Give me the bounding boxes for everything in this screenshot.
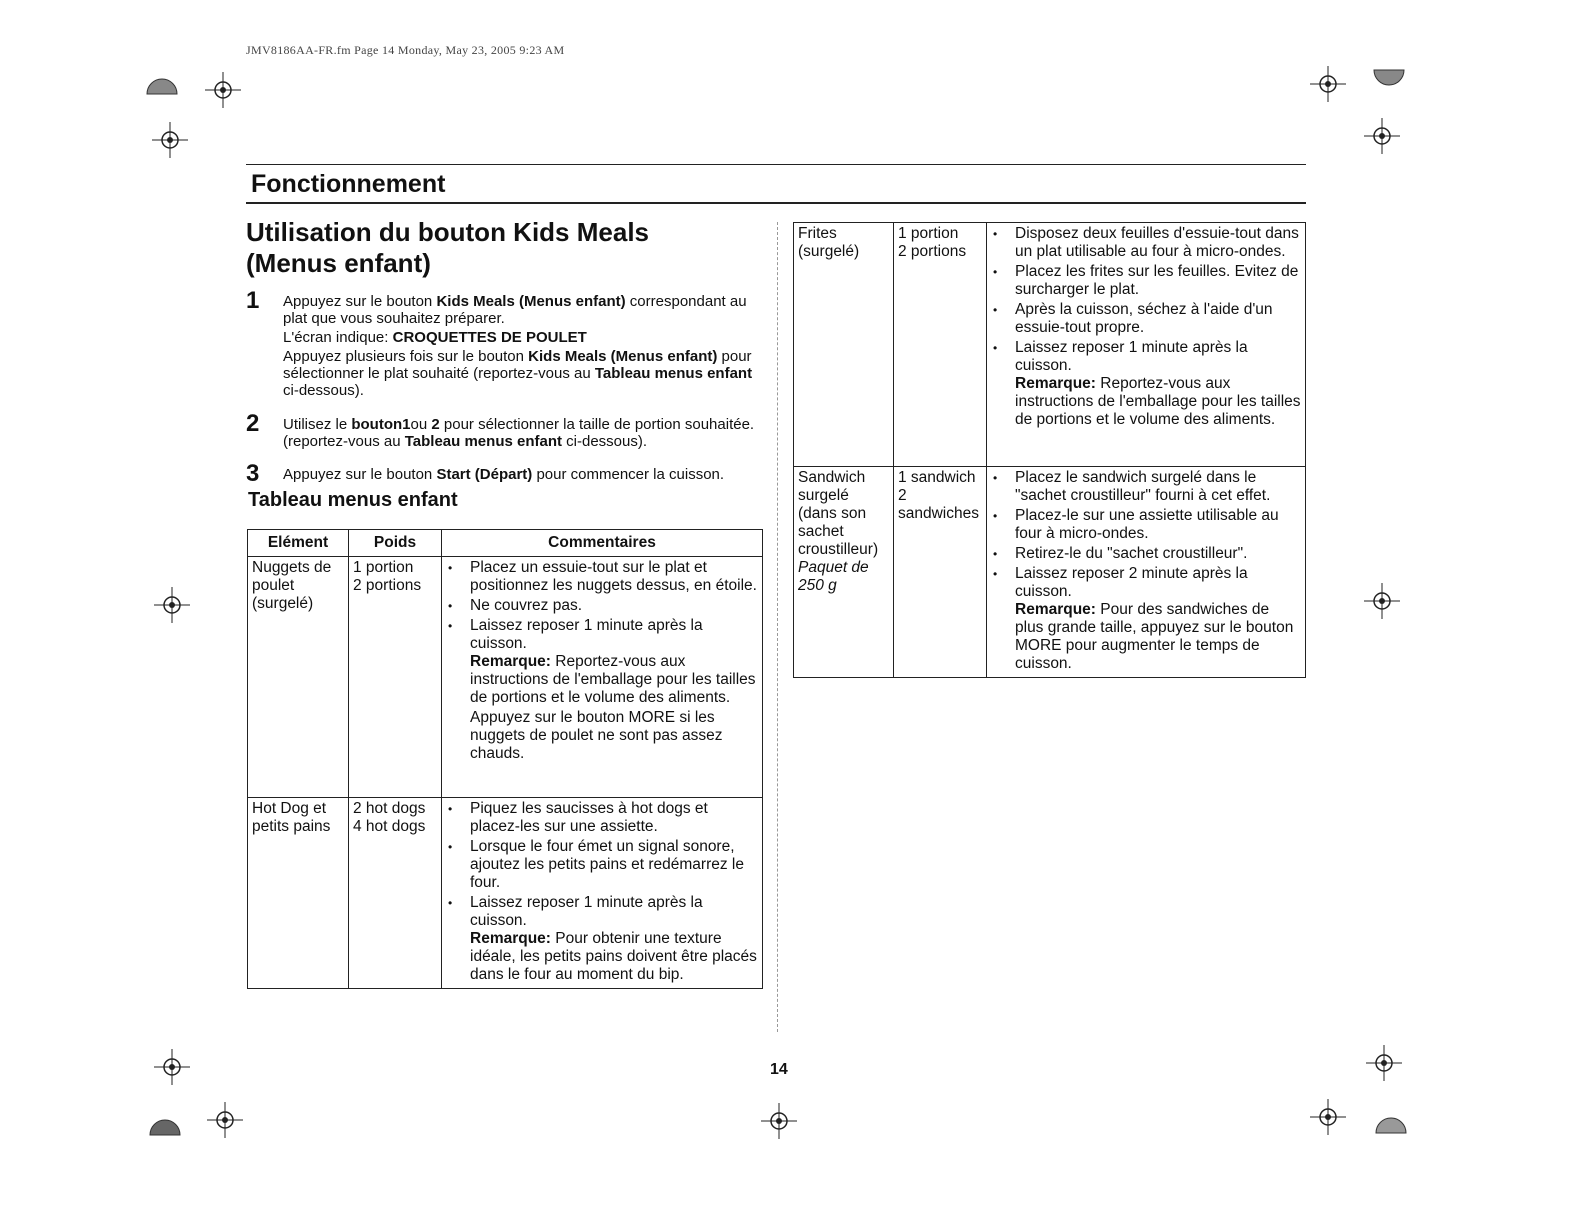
list-item: • Laissez reposer 1 minute après la cuisson. Remarque: Reportez-vous aux instructions de l'emballage pour les tailles de portions et le volume des aliments. <box>991 339 1301 429</box>
list-item: • Lorsque le four émet un signal sonore, ajoutez les petits pains et redémarrez le four. <box>446 838 758 892</box>
step-3 <box>246 460 766 487</box>
list-item: • Laissez reposer 2 minute après la cuisson. Remarque: Pour des sandwiches de plus grande taille, appuyez sur le bouton MORE pour augmenter le temps de cuisson. <box>991 565 1301 673</box>
step-text: Appuyez plusieurs fois sur le bouton Kids Meals (Menus enfant) pour sélectionner le plat souhaité (reportez-vous au Tableau menus enfant ci-dessous). <box>283 348 753 399</box>
registration-mark-icon <box>205 72 241 108</box>
weight-cell: 1 sandwich 2 sandwiches <box>894 467 987 678</box>
comments-cell <box>987 467 1306 678</box>
step-number: 1 <box>246 287 260 314</box>
weight-cell: 1 portion 2 portions <box>894 223 987 467</box>
list-item: • Retirez-le du "sachet croustilleur". <box>991 545 1301 563</box>
table-row <box>794 223 1306 467</box>
registration-mark-icon <box>1364 583 1400 619</box>
list-item: • Laissez reposer 1 minute après la cuisson. Remarque: Pour obtenir une texture idéale, les petits pains doivent être placés dans le four au moment du bip. <box>446 894 758 984</box>
registration-mark-icon <box>154 1049 190 1085</box>
section-title: Fonctionnement <box>251 170 446 198</box>
color-wheel-icon <box>148 1115 182 1137</box>
registration-mark-icon <box>761 1103 797 1139</box>
step-text: L'écran indique: CROQUETTES DE POULET <box>283 329 587 346</box>
comments-cell <box>987 223 1306 467</box>
table-row <box>248 798 763 989</box>
list-item: • Placez le sandwich surgelé dans le "sachet croustilleur" fourni à cet effet. <box>991 469 1301 505</box>
list-item: • Après la cuisson, séchez à l'aide d'un essuie-tout propre. <box>991 301 1301 337</box>
registration-mark-icon <box>152 122 188 158</box>
registration-mark-icon <box>1364 118 1400 154</box>
comments-cell <box>442 798 763 989</box>
color-wheel-icon <box>1372 68 1406 92</box>
file-header-line: JMV8186AA-FR.fm Page 14 Monday, May 23, 2005 9:23 AM <box>246 43 565 57</box>
table-title: Tableau menus enfant <box>248 489 458 511</box>
list-item: • Placez-le sur une assiette utilisable au four à micro-ondes. <box>991 507 1301 543</box>
top-rule <box>246 164 1306 165</box>
section-rule <box>246 202 1306 204</box>
list-item: • Placez un essuie-tout sur le plat et positionnez les nuggets dessus, en étoile. <box>446 559 758 595</box>
element-cell: Sandwich surgelé (dans son sachet croustilleur) Paquet de 250 g <box>794 467 894 678</box>
column-divider <box>777 222 778 1032</box>
step-text: Appuyez sur le bouton Kids Meals (Menus enfant) correspondant au plat que vous souhaitez préparer. <box>283 293 747 327</box>
step-1 <box>246 287 766 401</box>
registration-mark-icon <box>154 587 190 623</box>
registration-mark-icon <box>1310 1099 1346 1135</box>
list-item: • Ne couvrez pas. <box>446 597 758 615</box>
table-row <box>248 557 763 798</box>
element-cell: Frites (surgelé) <box>794 223 894 467</box>
list-item: • Placez les frites sur les feuilles. Evitez de surcharger le plat. <box>991 263 1301 299</box>
element-cell: Hot Dog et petits pains <box>248 798 349 989</box>
registration-mark-icon <box>1366 1045 1402 1081</box>
table-row <box>794 467 1306 678</box>
step-text: Appuyez sur le bouton Start (Départ) pour commencer la cuisson. <box>283 466 725 483</box>
column-header: Poids <box>349 530 442 557</box>
color-wheel-icon <box>1374 1113 1408 1135</box>
registration-mark-icon <box>207 1102 243 1138</box>
comments-cell <box>442 557 763 798</box>
column-header: Elément <box>248 530 349 557</box>
element-cell: Nuggets de poulet (surgelé) <box>248 557 349 798</box>
page-number: 14 <box>770 1061 788 1078</box>
note-text: Appuyez sur le bouton MORE si les nuggets de poulet ne sont pas assez chauds. <box>470 709 723 762</box>
step-number: 3 <box>246 460 260 487</box>
table-header-row <box>248 530 763 557</box>
list-item: • Piquez les saucisses à hot dogs et placez-les sur une assiette. <box>446 800 758 836</box>
step-number: 2 <box>246 410 260 437</box>
weight-cell: 1 portion 2 portions <box>349 557 442 798</box>
registration-mark-icon <box>1310 66 1346 102</box>
column-header: Commentaires <box>442 530 763 557</box>
step-text: Utilisez le bouton1ou 2 pour sélectionner la taille de portion souhaitée. (reportez-vous au Tableau menus enfant ci-dessous). <box>283 416 755 450</box>
step-2 <box>246 410 766 452</box>
list-item: • Laissez reposer 1 minute après la cuisson. Remarque: Reportez-vous aux instructions de l'emballage pour les tailles de portions et le volume des aliments. <box>446 617 758 707</box>
list-item: • Disposez deux feuilles d'essuie-tout dans un plat utilisable au four à micro-ondes. <box>991 225 1301 261</box>
kids-menu-table-continued <box>793 222 1306 678</box>
kids-menu-table <box>247 529 763 989</box>
main-title: Utilisation du bouton Kids Meals (Menus enfant) <box>246 217 649 278</box>
weight-cell: 2 hot dogs 4 hot dogs <box>349 798 442 989</box>
color-wheel-icon <box>145 72 179 96</box>
